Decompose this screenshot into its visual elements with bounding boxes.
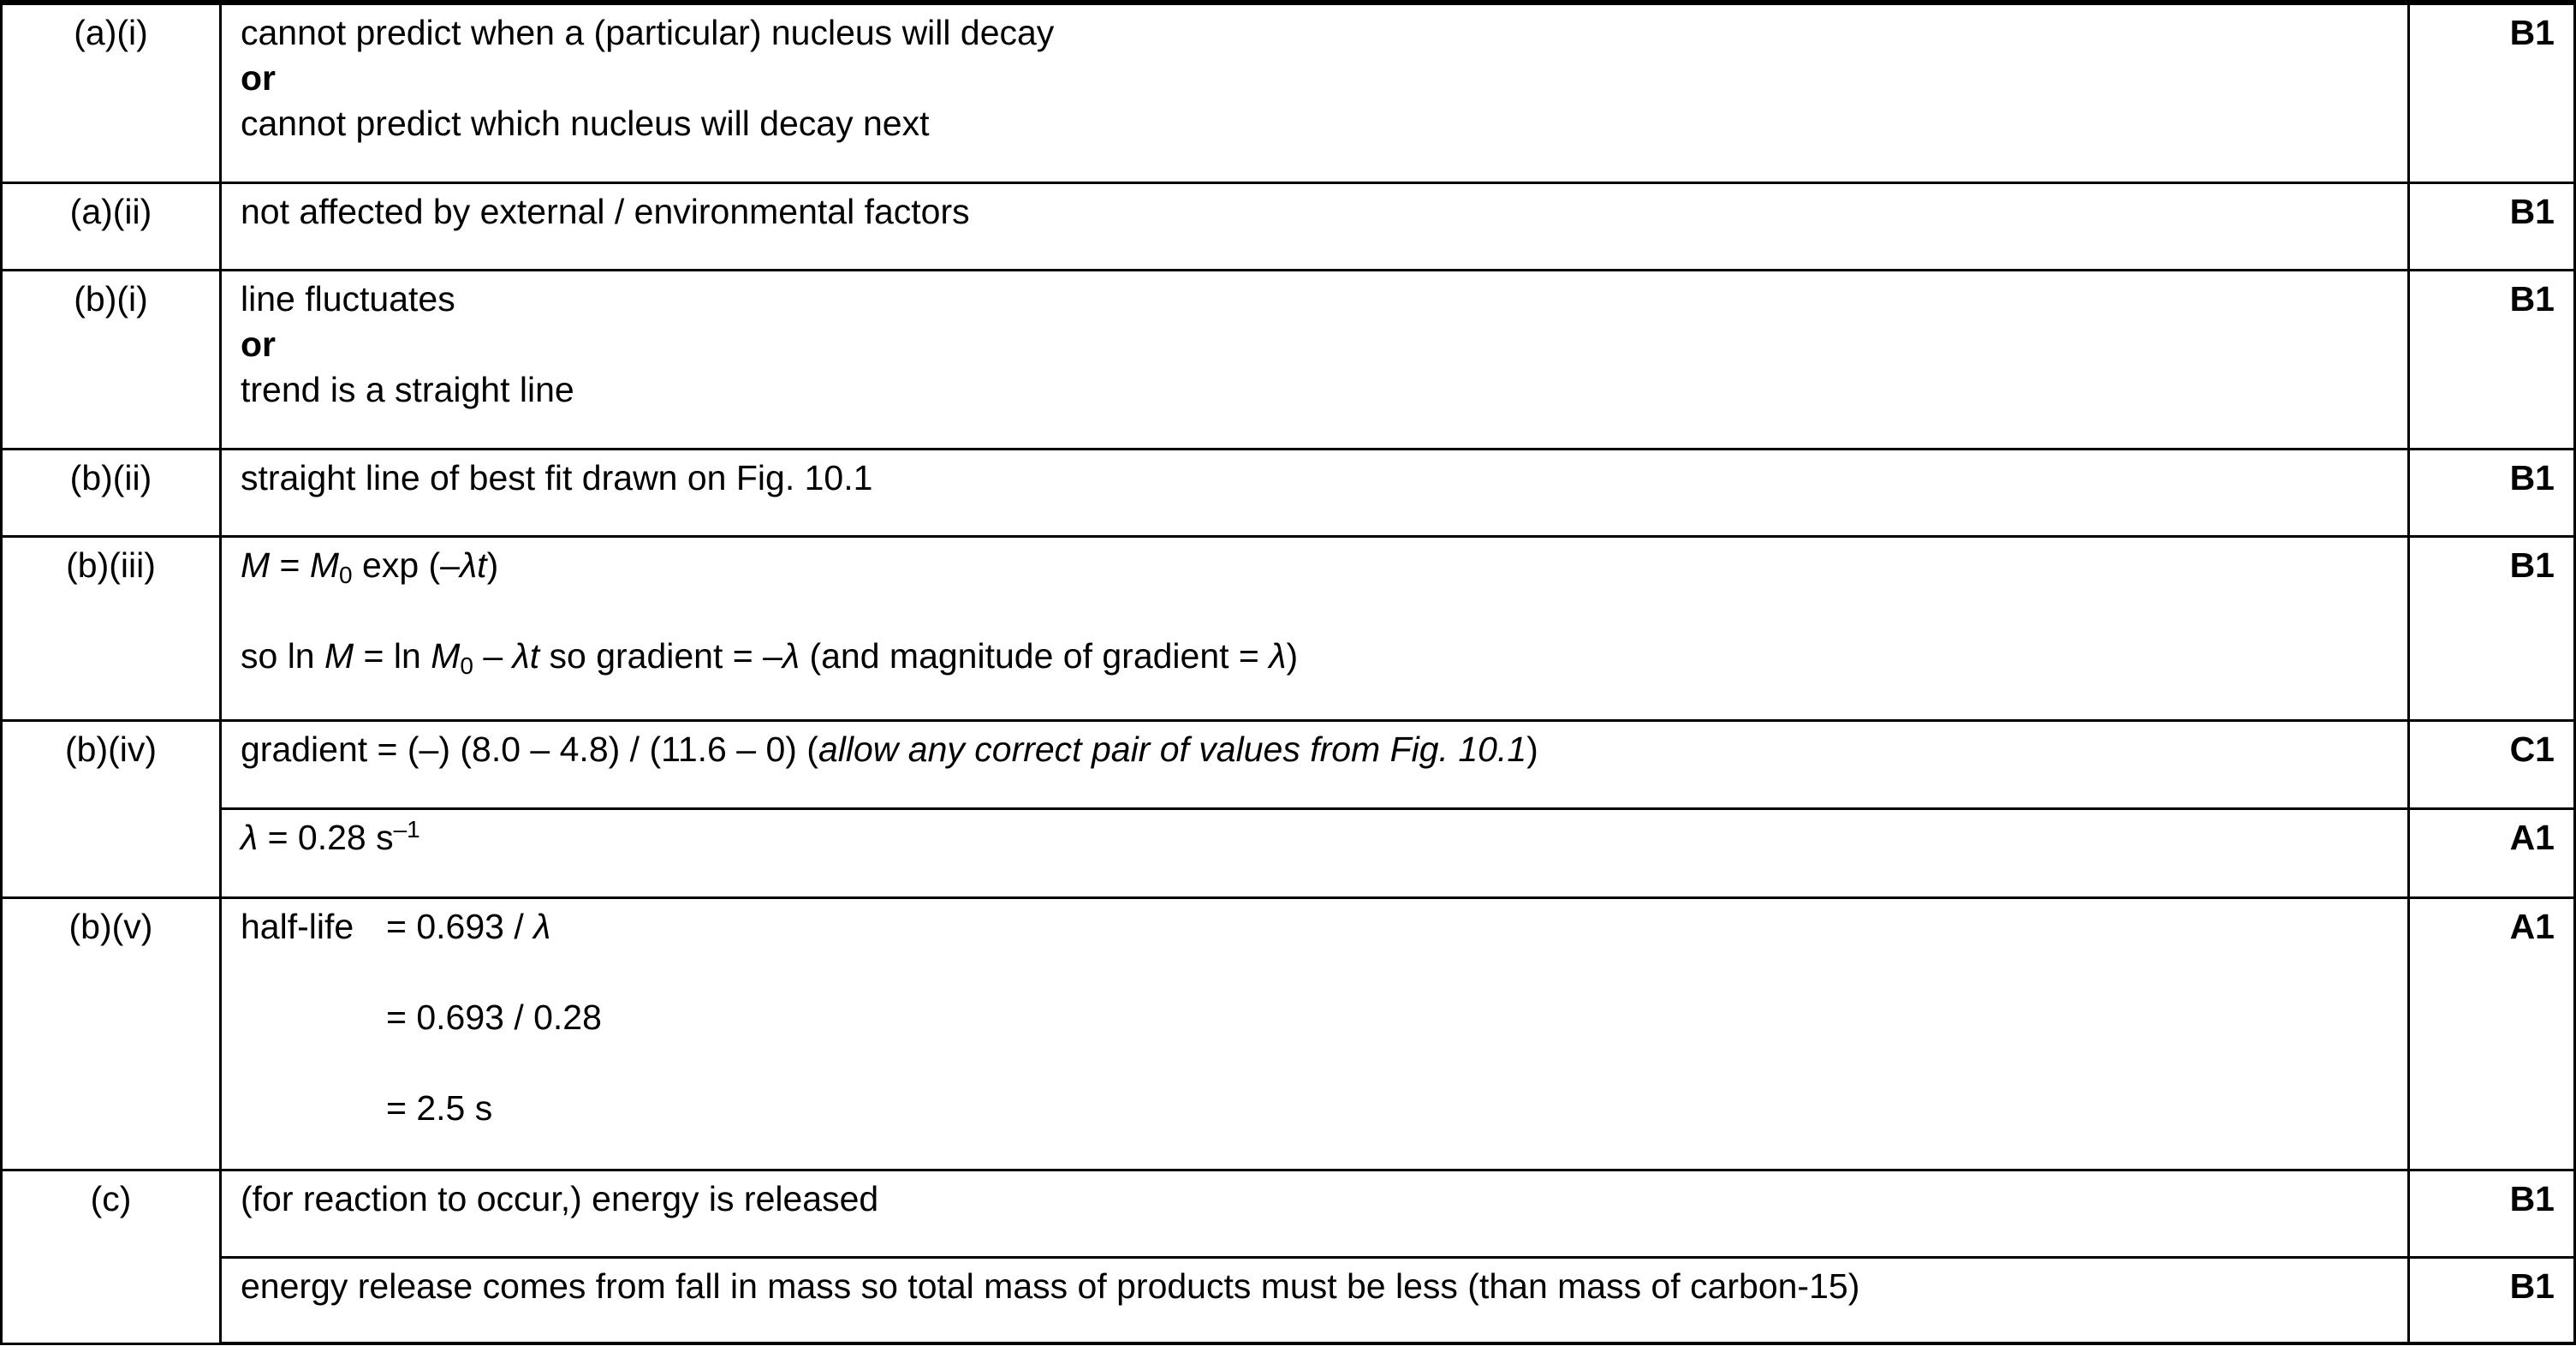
answer-text: not affected by external / environmental factors bbox=[241, 191, 970, 231]
log-form-equation: so $\ln M = \ln M_0 - \lambda t$ so gradient = –λ (and magnitude of gradient = λ) bbox=[241, 635, 1299, 679]
question-part: (a)(i) bbox=[2, 3, 221, 182]
question-part: (b)(iv) bbox=[2, 720, 221, 897]
or-connector: or bbox=[241, 324, 276, 364]
question-part: (a)(ii) bbox=[2, 182, 221, 270]
answer-text: cannot predict which nucleus will decay next bbox=[241, 104, 930, 143]
question-part: (b)(iii) bbox=[2, 536, 221, 720]
table-row bbox=[2, 270, 2575, 449]
answer-cell bbox=[221, 182, 2409, 270]
table-row bbox=[2, 182, 2575, 270]
mark-code: A1 bbox=[2409, 897, 2575, 1170]
answer-text: line fluctuates bbox=[241, 278, 455, 319]
table-row bbox=[2, 536, 2575, 720]
half-life-step: half-life = 0.693 / λ bbox=[241, 904, 2390, 950]
answer-cell bbox=[221, 3, 2409, 182]
answer-cell bbox=[221, 270, 2409, 449]
answer-cell bbox=[221, 1257, 2409, 1343]
exponential-decay-equation: $M = M_0$ exp (–λt) bbox=[241, 545, 499, 588]
answer-cell bbox=[221, 897, 2409, 1170]
answer-text: energy release comes from fall in mass so total mass of products must be less (than mass of carbon-15) bbox=[241, 1266, 1860, 1306]
table-row bbox=[2, 1170, 2575, 1257]
mark-code: B1 bbox=[2409, 449, 2575, 536]
answer-cell bbox=[221, 808, 2409, 897]
half-life-result: = 2.5 s bbox=[386, 1087, 493, 1128]
or-connector: or bbox=[241, 58, 276, 98]
mark-code: B1 bbox=[2409, 536, 2575, 720]
answer-text: straight line of best fit drawn on Fig. 10.1 bbox=[241, 457, 873, 497]
half-life-step: = 0.693 / 0.28 bbox=[386, 997, 602, 1037]
table-row bbox=[2, 1257, 2575, 1343]
mark-code: B1 bbox=[2409, 1257, 2575, 1343]
table-row bbox=[2, 720, 2575, 808]
lambda-value: λ = 0.28 $s^{-1}$ bbox=[241, 815, 420, 857]
answer-cell bbox=[221, 720, 2409, 808]
table-row bbox=[2, 897, 2575, 1170]
question-part: (c) bbox=[2, 1170, 221, 1343]
answer-cell bbox=[221, 1170, 2409, 1257]
question-part: (b)(ii) bbox=[2, 449, 221, 536]
question-part: (b)(i) bbox=[2, 270, 221, 449]
table-row bbox=[2, 808, 2575, 897]
answer-text: cannot predict when a (particular) nucleus will decay bbox=[241, 13, 1055, 52]
examiner-note: allow any correct pair of values from Fig. 10.1 bbox=[818, 729, 1527, 769]
table-row bbox=[2, 3, 2575, 182]
mark-code: C1 bbox=[2409, 720, 2575, 808]
table-row bbox=[2, 449, 2575, 536]
answer-text: trend is a straight line bbox=[241, 369, 574, 409]
question-part: (b)(v) bbox=[2, 897, 221, 1170]
half-life-label: half-life bbox=[241, 906, 354, 946]
mark-code: B1 bbox=[2409, 1170, 2575, 1257]
gradient-calculation: gradient = (–) (8.0 – 4.8) / (11.6 – 0) (allow any correct pair of values from Fig. 10.1) bbox=[241, 729, 1538, 769]
mark-code: B1 bbox=[2409, 3, 2575, 182]
mark-code: A1 bbox=[2409, 808, 2575, 897]
answer-text: (for reaction to occur,) energy is released bbox=[241, 1178, 879, 1218]
mark-code: B1 bbox=[2409, 270, 2575, 449]
answer-cell bbox=[221, 449, 2409, 536]
answer-cell bbox=[221, 536, 2409, 720]
mark-code: B1 bbox=[2409, 182, 2575, 270]
